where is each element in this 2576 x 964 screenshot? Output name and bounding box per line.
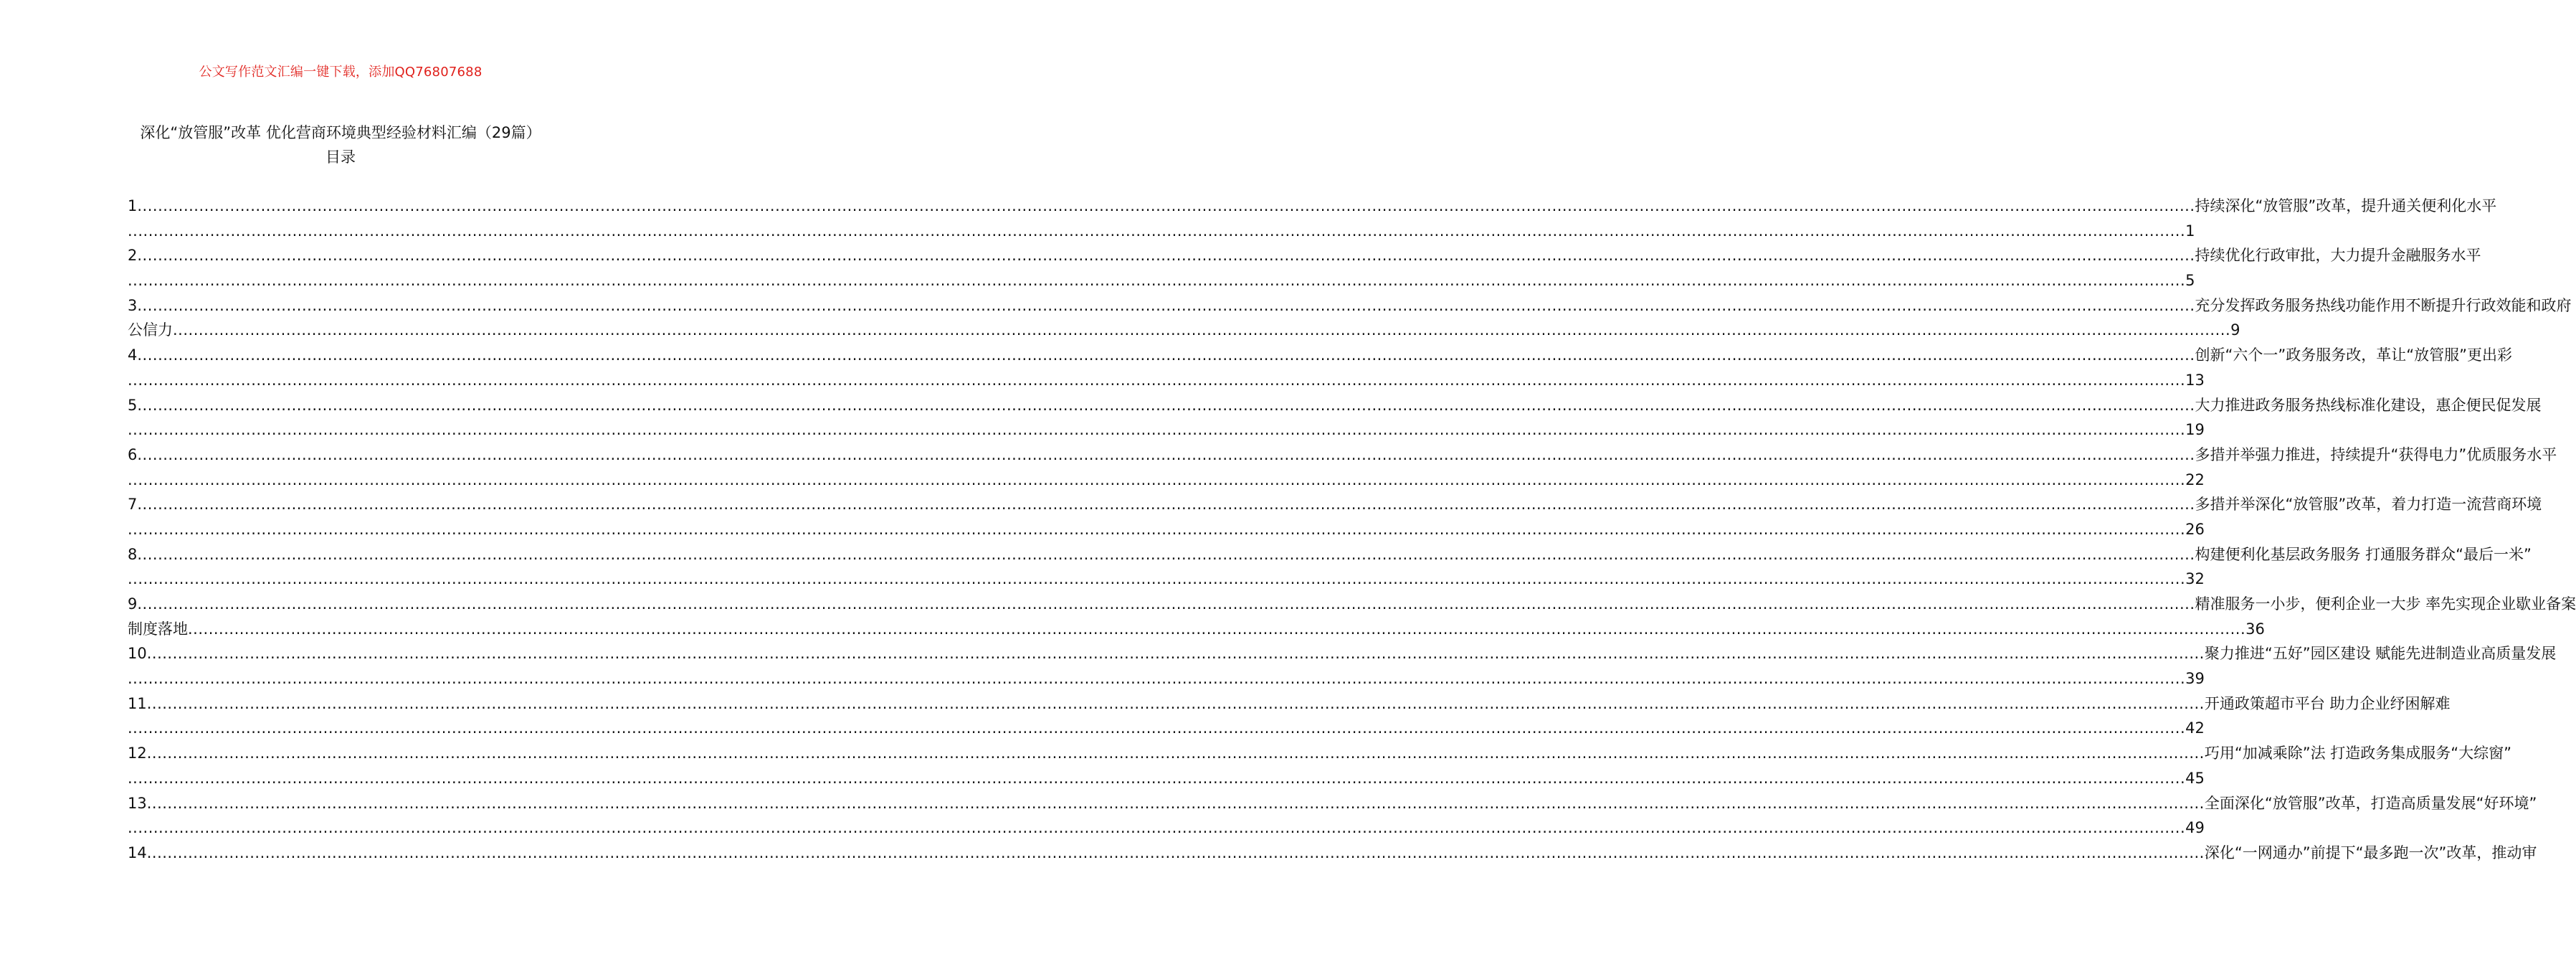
toc-entry-page-number: 26 xyxy=(2185,520,2205,538)
toc-leader-dots: ................................................................................................................................................................................................................................................................................................................................................................................................................ xyxy=(137,445,2195,463)
toc-leader-dots: ................................................................................................................................................................................................................................................................................................................................................................................................................ xyxy=(146,645,2205,663)
toc-leader-dots: ................................................................................................................................................................................................................................................................................................................................................................................................................ xyxy=(146,694,2205,712)
toc-entry-number: 9 xyxy=(128,595,138,613)
toc-entry[interactable] xyxy=(128,542,2532,592)
toc-entry[interactable] xyxy=(128,443,2557,492)
toc-entry-title: 聚力推进“五好”园区建设 赋能先进制造业高质量发展 xyxy=(2204,645,2557,663)
toc-entry-title: 深化“一网通办”前提下“最多跑一次”改革，推动审 xyxy=(2204,844,2537,861)
toc-entry-page-line xyxy=(128,716,2205,741)
toc-leader-dots: ................................................................................................................................................................................................................................................................................................................................................................................................................ xyxy=(137,496,2195,514)
toc-entry-number: 13 xyxy=(128,794,147,812)
toc-entry-title-continued: 公信力 xyxy=(128,321,173,339)
toc-entry-page-line xyxy=(128,219,2195,244)
toc-entry-number: 11 xyxy=(128,694,147,712)
toc-leader-dots: ................................................................................................................................................................................................................................................................................................................................................................................................................ xyxy=(137,197,2195,214)
toc-entry-page-line xyxy=(128,666,2205,691)
toc-entry-page-line xyxy=(128,417,2205,443)
toc-entry-page-line xyxy=(128,617,2265,642)
toc-entry-title: 大力推进政务服务热线标准化建设，惠企便民促发展 xyxy=(2195,396,2542,414)
toc-entry[interactable] xyxy=(128,343,2513,392)
toc-entry-title: 全面深化“放管服”改革，打造高质量发展“好环境” xyxy=(2204,794,2537,812)
toc-heading: 目录 xyxy=(325,148,356,166)
toc-entry-number: 4 xyxy=(128,346,138,364)
toc-leader-dots: ................................................................................................................................................................................................................................................................................................................................................................................................................ xyxy=(128,471,2186,488)
toc-leader-dots: ................................................................................................................................................................................................................................................................................................................................................................................................................ xyxy=(128,371,2186,389)
toc-entry-number: 1 xyxy=(128,197,138,214)
table-of-contents xyxy=(128,194,2576,866)
toc-leader-dots: ................................................................................................................................................................................................................................................................................................................................................................................................................ xyxy=(137,396,2195,414)
toc-leader-dots: ................................................................................................................................................................................................................................................................................................................................................................................................................ xyxy=(146,794,2205,812)
toc-entry-number: 8 xyxy=(128,545,138,563)
toc-entry-number: 10 xyxy=(128,645,147,663)
toc-entry-title-line xyxy=(128,542,2532,567)
toc-entry[interactable] xyxy=(128,492,2542,542)
toc-entry-title-line xyxy=(128,243,2481,268)
toc-leader-dots: ................................................................................................................................................................................................................................................................................................................................................................................................................ xyxy=(137,346,2195,364)
toc-entry-number: 5 xyxy=(128,396,138,414)
toc-entry-page-line xyxy=(128,468,2205,493)
toc-entry-title-line xyxy=(128,492,2542,517)
toc-entry-page-number: 13 xyxy=(2185,371,2205,389)
toc-leader-dots: ................................................................................................................................................................................................................................................................................................................................................................................................................ xyxy=(137,595,2195,613)
toc-leader-dots: ................................................................................................................................................................................................................................................................................................................................................................................................................ xyxy=(128,520,2186,538)
toc-entry-page-number: 1 xyxy=(2185,222,2195,240)
toc-entry-page-line xyxy=(128,368,2205,393)
toc-leader-dots: ................................................................................................................................................................................................................................................................................................................................................................................................................ xyxy=(137,296,2195,314)
toc-entry-page-number: 39 xyxy=(2185,670,2205,688)
toc-entry-number: 3 xyxy=(128,296,138,314)
toc-entry-page-line xyxy=(128,318,2240,343)
toc-leader-dots: ................................................................................................................................................................................................................................................................................................................................................................................................................ xyxy=(146,844,2205,861)
toc-entry-number: 2 xyxy=(128,247,138,265)
toc-entry-title-line xyxy=(128,293,2572,318)
toc-leader-dots: ................................................................................................................................................................................................................................................................................................................................................................................................................ xyxy=(128,570,2186,588)
toc-entry[interactable] xyxy=(128,592,2576,641)
toc-entry-page-number: 5 xyxy=(2185,272,2195,290)
toc-entry[interactable] xyxy=(128,243,2481,293)
toc-entry[interactable] xyxy=(128,641,2557,691)
toc-leader-dots: ................................................................................................................................................................................................................................................................................................................................................................................................................ xyxy=(128,769,2186,787)
toc-entry-page-line xyxy=(128,766,2205,791)
toc-entry-page-number: 36 xyxy=(2245,620,2265,638)
document-title: 深化“放管服”改革 优化营商环境典型经验材料汇编（29篇） xyxy=(140,124,541,141)
toc-leader-dots: ................................................................................................................................................................................................................................................................................................................................................................................................................ xyxy=(128,421,2186,439)
toc-entry[interactable] xyxy=(128,293,2572,343)
toc-entry[interactable] xyxy=(128,393,2542,443)
toc-entry[interactable] xyxy=(128,791,2537,841)
toc-entry-page-number: 32 xyxy=(2185,570,2205,588)
toc-entry-page-line xyxy=(128,517,2205,542)
toc-entry-title-continued: 制度落地 xyxy=(128,620,188,638)
toc-leader-dots: ................................................................................................................................................................................................................................................................................................................................................................................................................ xyxy=(128,272,2186,290)
toc-entry-title-line xyxy=(128,194,2497,219)
toc-leader-dots: ................................................................................................................................................................................................................................................................................................................................................................................................................ xyxy=(146,745,2205,762)
toc-entry-title: 多措并举强力推进，持续提升“获得电力”优质服务水平 xyxy=(2195,445,2557,463)
toc-entry-number: 12 xyxy=(128,745,147,762)
toc-entry[interactable] xyxy=(128,841,2537,866)
toc-entry-title-line xyxy=(128,393,2542,418)
toc-entry-page-number: 42 xyxy=(2185,719,2205,737)
toc-entry-title-line xyxy=(128,741,2512,766)
toc-entry-title: 持续优化行政审批，大力提升金融服务水平 xyxy=(2195,247,2481,265)
toc-entry-title: 充分发挥政务服务热线功能作用不断提升行政效能和政府 xyxy=(2195,296,2572,314)
toc-entry-title: 持续深化“放管服”改革，提升通关便利化水平 xyxy=(2195,197,2497,214)
toc-entry-page-number: 49 xyxy=(2185,819,2205,837)
toc-entry-title-line xyxy=(128,791,2537,816)
toc-leader-dots: ................................................................................................................................................................................................................................................................................................................................................................................................................ xyxy=(128,222,2186,240)
toc-entry-title-line xyxy=(128,443,2557,468)
toc-entry-number: 6 xyxy=(128,445,138,463)
toc-entry-title-line xyxy=(128,343,2513,368)
toc-entry[interactable] xyxy=(128,691,2451,741)
toc-entry-title: 构建便利化基层政务服务 打通服务群众“最后一米” xyxy=(2195,545,2532,563)
toc-entry[interactable] xyxy=(128,741,2512,790)
toc-leader-dots: ................................................................................................................................................................................................................................................................................................................................................................................................................ xyxy=(128,719,2186,737)
toc-entry-title: 巧用“加减乘除”法 打造政务集成服务“大综窗” xyxy=(2204,745,2512,762)
toc-entry-title: 多措并举深化“放管服”改革，着力打造一流营商环境 xyxy=(2195,496,2542,514)
toc-entry-page-line xyxy=(128,567,2205,592)
toc-entry-page-number: 22 xyxy=(2185,471,2205,488)
toc-entry-title: 开通政策超市平台 助力企业纾困解难 xyxy=(2204,694,2451,712)
toc-entry-title: 创新“六个一”政务服务改，革让“放管服”更出彩 xyxy=(2195,346,2513,364)
toc-entry-page-line xyxy=(128,816,2205,841)
toc-entry-page-number: 9 xyxy=(2230,321,2240,339)
toc-entry-page-number: 19 xyxy=(2185,421,2205,439)
toc-leader-dots: ................................................................................................................................................................................................................................................................................................................................................................................................................ xyxy=(137,545,2195,563)
toc-leader-dots: ................................................................................................................................................................................................................................................................................................................................................................................................................ xyxy=(128,819,2186,837)
toc-entry-number: 7 xyxy=(128,496,138,514)
toc-leader-dots: ................................................................................................................................................................................................................................................................................................................................................................................................................ xyxy=(128,670,2186,688)
toc-entry-number: 14 xyxy=(128,844,147,861)
toc-leader-dots: ................................................................................................................................................................................................................................................................................................................................................................................................................ xyxy=(137,247,2195,265)
toc-leader-dots: ................................................................................................................................................................................................................................................................................................................................................................................................................ xyxy=(173,321,2231,339)
toc-entry-title-line xyxy=(128,641,2557,666)
toc-entry-title-line xyxy=(128,592,2576,617)
toc-entry-page-number: 45 xyxy=(2185,769,2205,787)
toc-leader-dots: ................................................................................................................................................................................................................................................................................................................................................................................................................ xyxy=(188,620,2246,638)
toc-entry-title: 精准服务一小步，便利企业一大步 率先实现企业歇业备案 xyxy=(2195,595,2576,613)
toc-entry-page-line xyxy=(128,268,2195,293)
promo-banner[interactable]: 公文写作范文汇编一键下载，添加QQ76807688 xyxy=(199,65,483,80)
toc-entry-title-line xyxy=(128,691,2451,717)
toc-entry[interactable] xyxy=(128,194,2497,243)
toc-entry-title-line xyxy=(128,841,2537,866)
